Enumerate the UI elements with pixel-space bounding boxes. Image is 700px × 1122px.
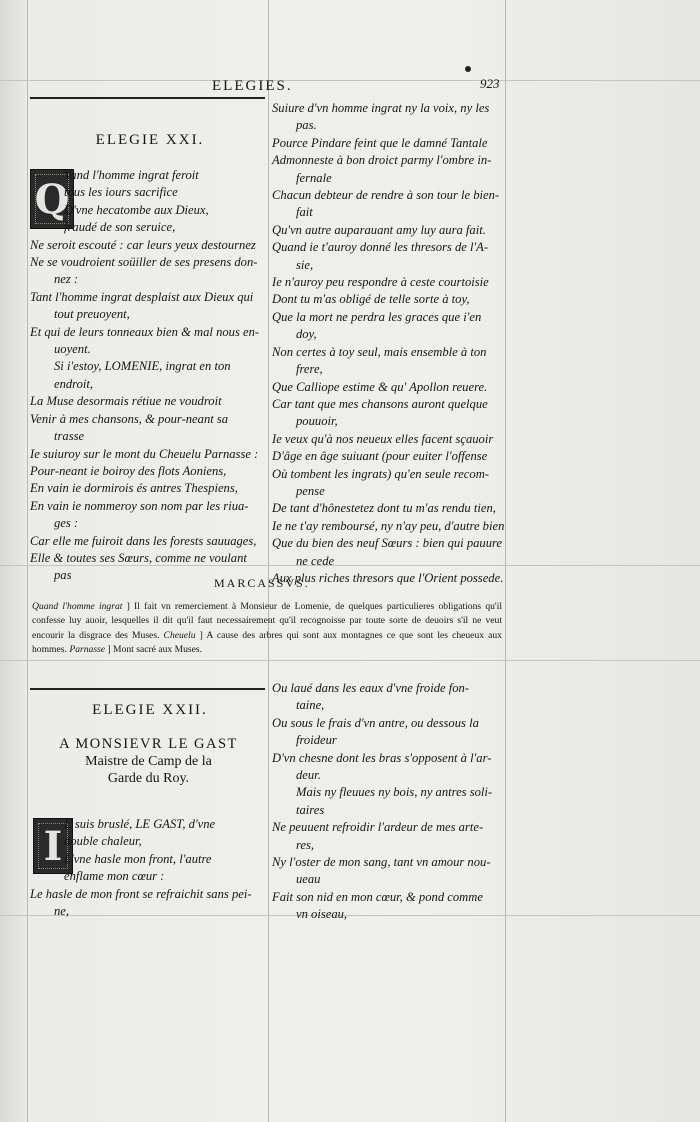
verse-line: Car elle me fuiroit dans les forests sauuages, [30, 533, 257, 548]
verse-line: tous les iours sacrifice [64, 185, 178, 200]
verse-line: Si i'estoy, LOMENIE, ingrat en ton [54, 359, 231, 374]
verse-line: Ou laué dans les eaux d'vne froide fon- [272, 681, 470, 695]
verse-line: enflame mon cœur : [64, 869, 165, 884]
note: ] A cause des arbres qui sont aux montagnes ce que sont les cheueux aux hommes. [32, 629, 502, 656]
dedication-line: Maistre de Camp de la [85, 754, 212, 769]
verse-line: Ie suiuroy sur le mont du Cheuelu Parnasse : [30, 446, 259, 461]
column-gutter-rule [268, 0, 269, 1122]
verse-line: fernale [296, 170, 332, 185]
verse-line: tout preuoyent, [54, 307, 130, 322]
verse-line: taires [296, 802, 325, 817]
verse-line: Pource Pindare feint que le damné Tantale [272, 135, 488, 150]
ornamental-initial-q: Q [30, 169, 74, 229]
dedication [36, 736, 261, 787]
verse-line: Qu'vn autre auparauant amy luy aura fait. [272, 222, 486, 237]
verse-line: vn oiseau, [296, 907, 348, 922]
elegy-22-title: ELEGIE XXII. [92, 702, 208, 718]
verse-line: res, [296, 837, 315, 852]
verse-line: pense [296, 483, 325, 498]
ink-spot [465, 66, 471, 72]
verse-line: E suis bruslé, LE GAST, d'vne [64, 817, 216, 831]
dedication-line: Garde du Roy. [107, 771, 190, 786]
verse-line: Tant l'homme ingrat desplaist aux Dieux qui [30, 289, 254, 304]
verse-line: trasse [54, 429, 85, 444]
verse-line: Et qui de leurs tonneaux bien & mal nous en- [30, 324, 260, 339]
verse-line: ueau [296, 872, 321, 887]
section-rule [30, 97, 265, 99]
verse-line: taine, [296, 698, 325, 713]
commentary-text [32, 600, 502, 658]
verse-line: Quand ie t'auroy donné les thresors de l'A- [272, 240, 489, 255]
section-rule [30, 688, 265, 690]
ornamental-initial-i: I [33, 818, 73, 874]
verse-line: pouuoir, [296, 414, 338, 429]
dedication-line: A MONSIEVR LE GAST [59, 736, 238, 752]
verse-line: Ne seroit escouté : car leurs yeux destournez [30, 237, 256, 252]
verse-line: fraudé de son seruice, [64, 220, 176, 235]
verse-line: frere, [296, 362, 323, 377]
verse-line: Non certes à toy seul, mais ensemble à ton [272, 344, 487, 359]
verse-line: Fait son nid en mon cœur, & pond comme [272, 889, 483, 904]
verse-line: Que Calliope estime & qu' Apollon reuere. [272, 379, 488, 394]
page-number: 923 [480, 76, 500, 91]
verse-line: D'vne hecatombe aux Dieux, [64, 202, 209, 217]
verse-line: Ie veux qu'à nos neueux elles facent sçauoir [272, 431, 494, 446]
lemma: Parnasse [69, 644, 106, 656]
verse-line: Pour-neant ie boiroy des flots Aoniens, [30, 463, 227, 478]
verse-line: sie, [296, 257, 314, 272]
verse-line: Suiure d'vn homme ingrat ny la voix, ny les [272, 101, 490, 115]
verse-line: De tant d'hônestetez dont tu m'as rendu tien, [272, 501, 496, 516]
verse-line: Mais ny fleuues ny bois, ny antres soli- [296, 785, 493, 800]
guide-rule [0, 80, 700, 81]
verse-line: Aux plus riches thresors que l'Orient possede. [272, 570, 504, 585]
verse-line: doy, [296, 327, 317, 342]
verse-line: endroit, [54, 376, 94, 391]
verse-line: Dont tu m'as obligé de telle sorte à toy, [272, 292, 470, 307]
verse-line: Admonneste à bon droict parmy l'ombre in- [272, 153, 492, 168]
verse-line: En vain ie nommeroy son nom par les riua- [30, 498, 249, 513]
verse-line: nez : [54, 272, 79, 287]
verse-line: D'vn chesne dont les bras s'opposent à l'ar- [272, 750, 492, 765]
elegy-21-right-column [272, 100, 504, 587]
lemma: Cheuelu [163, 629, 196, 641]
lemma: Quand l'homme ingrat [32, 601, 123, 612]
verse-line: Car tant que mes chansons auront quelque [272, 396, 488, 411]
running-head: ELEGIES. [212, 78, 293, 94]
verse-line: Ie n'auroy peu respondre à ceste courtoisie [272, 275, 489, 290]
verse-line: Que la mort ne perdra les graces que i'en [272, 309, 482, 324]
verse-line: L'vne hasle mon front, l'autre [64, 851, 212, 866]
verse-line: Ie ne t'ay remboursé, ny n'ay peu, d'autre bien [272, 518, 505, 533]
verse-line: froideur [296, 733, 337, 748]
verse-line: Ou sous le frais d'vn antre, ou dessous la [272, 715, 479, 730]
elegy-22-left-column [30, 816, 266, 920]
margin-rule [27, 0, 28, 1122]
verse-line: En vain ie dormirois és antres Thespiens, [30, 481, 238, 496]
elegy-21-left-column [30, 167, 266, 585]
verse-line: Que du bien des neuf Sœurs : bien qui pauure [272, 536, 503, 551]
verse-line: pas [54, 568, 72, 583]
verse-line: uoyent. [54, 342, 91, 357]
verse-line: ne cede [296, 553, 335, 568]
elegy-22-right-column [272, 680, 504, 924]
verse-line: D'âge en âge suiuant (pour euiter l'offense [272, 449, 488, 464]
verse-line: Vand l'homme ingrat feroit [64, 168, 199, 182]
verse-line: deur. [296, 768, 321, 783]
verse-line: Ny l'oster de mon sang, tant vn amour nou- [272, 855, 491, 870]
verse-line: Elle & toutes ses Sœurs, comme ne voulant [30, 550, 247, 565]
verse-line: ges : [54, 516, 79, 531]
verse-line: double chaleur, [64, 834, 142, 849]
verse-line: Venir à mes chansons, & pour-neant sa [30, 411, 229, 426]
verse-line: fait [296, 205, 313, 220]
verse-line: pas. [296, 118, 317, 133]
guide-rule [0, 660, 700, 661]
elegy-21-title: ELEGIE XXI. [95, 132, 205, 148]
note: ] Il fait vn remerciement à Monsieur de Lomenie, de quelques particulieres obligations qu'il confesse luy auoir, lesquelles il dit qu'il faut necessairement qu'il recognoisse par toute sorte de deuoirs s'il ne veut encourir la disgrace des Muses. [32, 601, 502, 641]
verse-line: La Muse desormais rétiue ne voudroit [30, 394, 222, 409]
note: ] Mont sacré aux Muses. [107, 644, 203, 656]
verse-line: Ne se voudroient soüiller de ses presens don- [30, 255, 258, 270]
verse-line: ne, [54, 904, 70, 919]
commentary-heading: MARCASSVS. [214, 576, 310, 590]
margin-rule [505, 0, 506, 1122]
verse-line: Chacun debteur de rendre à son tour le bien- [272, 188, 500, 203]
verse-line: Le hasle de mon front se refraichit sans pei- [30, 886, 252, 901]
verse-line: Où tombent les ingrats) qu'en seule recom- [272, 466, 489, 481]
verse-line: Ne peuuent refroidir l'ardeur de mes arte- [272, 820, 484, 835]
